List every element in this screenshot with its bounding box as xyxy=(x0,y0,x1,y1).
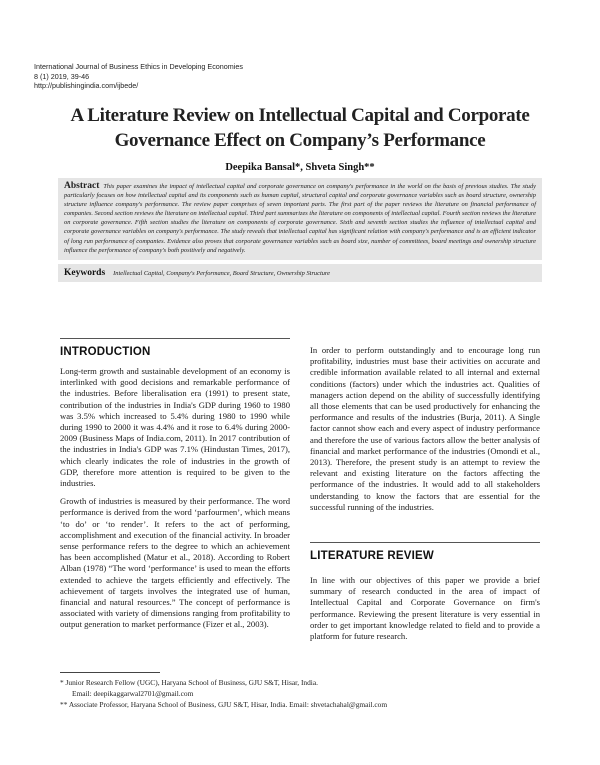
footnote-rule xyxy=(60,672,160,673)
literature-review-heading: LITERATURE REVIEW xyxy=(310,550,434,562)
journal-url[interactable]: http://publishingindia.com/ijbede/ xyxy=(34,81,139,91)
keywords-box xyxy=(58,264,542,282)
abstract-box xyxy=(58,178,542,260)
introduction-heading: INTRODUCTION xyxy=(60,346,151,358)
journal-name: International Journal of Business Ethics in Developing Economies xyxy=(34,62,243,71)
keywords-text: Intellectual Capital, Company's Performance, Board Structure, Ownership Structure xyxy=(113,270,331,277)
keywords-label: Keywords xyxy=(64,268,106,278)
paper-title xyxy=(20,103,580,153)
intro-paragraph-3: In order to perform outstandingly and to encourage long run profitability, industries must base their activities on accurate and credible information available related to all internal and external conditions (factors) under which the industries act. Qualities of managers action depend on the ability of successfully identifying all those elements that can be used productively for enhancing the performance and results of the industries (Burja, 2011). A Single factor cannot show each and every aspect of industry performance and therefore the use of various factors allow the better analysis of financial and market performance of the industries (Omondi et al., 2013). Therefore, the present study is an attempt to review the relevant and existing literature on the factors affecting the performance of the industries. It would add to all stakeholders understanding to know the factors that are essential for the successful running of the industries. xyxy=(310,345,540,512)
intro-paragraph-2: Growth of industries is measured by their performance. The word performance is derived from the word ‘parfourmen’, which means ‘to do’ or ‘to render’. It refers to the act of performing, accomplishment and execution of the financial activity. In broader sense performance refers to the degree to which an achievement has been accomplished (Matur et al., 2018). According to Robert Alban (1978) “The word ‘performance’ is used to mean the efforts extended to achieve the targets efficiently and effectively. The achievement of targets involves the integrated use of human, financial and natural resources.” The concept of performance is associated with variety of dimensions ranging from profitability to output generation to market performance (Fizer et al., 2003). xyxy=(60,496,290,630)
abstract-label: Abstract xyxy=(64,181,100,191)
lit-paragraph-1: In line with our objectives of this paper we provide a brief summary of research conducted in the area of impact of Intellectual Capital and Corporate Governance on firm's performance. Reviewing the present literature is very essential in order to get important knowledge related to field and to provide a platform for future research. xyxy=(310,575,540,642)
intro-rule xyxy=(60,338,290,339)
authors: Deepika Bansal*, Shveta Singh** xyxy=(225,162,375,173)
journal-issue: 8 (1) 2019, 39-46 xyxy=(34,71,90,81)
title-line-2: Governance Effect on Company’s Performance xyxy=(114,130,486,151)
footnote-2: ** Associate Professor, Haryana School of Business, GJU S&T, Hisar, India. Email: shvetachahal@gmail.com xyxy=(60,700,388,709)
journal-header xyxy=(34,62,243,91)
footnote-1: * Junior Research Fellow (UGC), Haryana School of Business, GJU S&T, Hisar, India. xyxy=(60,678,318,687)
abstract-text: This paper examines the impact of intellectual capital and corporate governance on company's performance in the world on the basis of previous studies. The study particularly focuses on how intellectual capital and its components such as human capital, structural capital and corporate governance variables such as board structure, ownership structure influence company's performance. The review paper comprises of seven important parts. The first part of the paper reviews the literature on financial performance of companies. Second section reviews the literature on intellectual capital. Third part summarizes the literature on components of intellectual capital. Fourth section reviews the literature on corporate governance. Fifth section studies the literature on components of corporate governance. Sixth and seventh section studies the influence of intellectual capital and corporate governance variables on company's performance. The study reveals that intellectual capital has significant relation with company's performance and is an efficient indicator of long run performance of companies. Evidence also proves that corporate governance variables such as board size, number of committees, board meetings and ownership structure influence the performance of company's both positively and negatively. xyxy=(64,183,536,254)
left-column xyxy=(60,366,290,638)
footnote-1-email: Email: deepikaggarwal2701@gmail.com xyxy=(72,689,194,698)
intro-paragraph-1: Long-term growth and sustainable development of an economy is interlinked with good decisions and remarkable performance of the industries. Before liberalisation era (1991) to present state, contribution of the industries in India's GDP during 1960 to 1980 was 3.5% which increased to 5.4% during 1980 to 1990 while during 1990 to 2000 it was 4.4% and it rose to 6.4% during 2000-2009 (Business Maps of India.com, 2011). In 2017 contribution of the industries in India's GDP was 7.1% (Hindustan Times, 2017), which clearly indicates the role of industries in the growth of GDP, therefore more attention is required to be given to the industries. xyxy=(60,366,290,489)
lit-rule xyxy=(310,542,540,543)
right-column xyxy=(310,345,540,520)
title-line-1: A Literature Review on Intellectual Capital and Corporate xyxy=(70,105,530,126)
footnotes xyxy=(60,677,540,710)
